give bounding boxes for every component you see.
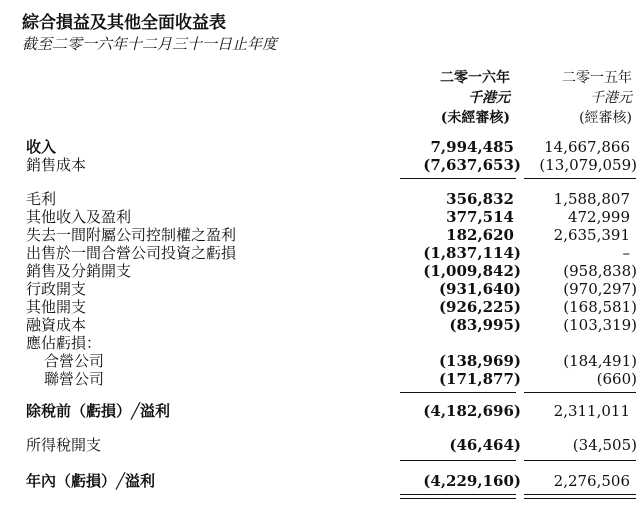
column-unit: 千港元 bbox=[590, 90, 632, 106]
subtotal-rule-2015 bbox=[524, 392, 636, 393]
value-2016: (926,225) bbox=[438, 298, 521, 316]
value-2015: 472,999 bbox=[567, 208, 630, 226]
row-label: 所得稅開支 bbox=[26, 436, 102, 454]
row-label: 毛利 bbox=[26, 190, 57, 208]
table-row-gross-profit bbox=[0, 190, 640, 209]
value-2015: 2,276,506 bbox=[553, 472, 630, 490]
table-row-selling-distribution bbox=[0, 262, 640, 281]
value-2016: (171,877) bbox=[438, 370, 521, 388]
value-2016: (4,229,160) bbox=[423, 472, 521, 490]
table-row-finance-costs bbox=[0, 316, 640, 335]
value-2016: (46,464) bbox=[449, 436, 521, 454]
column-header-2015 bbox=[516, 68, 632, 128]
table-row-other-expenses bbox=[0, 298, 640, 317]
table-row-other-income bbox=[0, 208, 640, 227]
value-2015: (184,491) bbox=[563, 352, 637, 370]
row-label: 融資成本 bbox=[26, 316, 87, 334]
subtotal-rule-2016 bbox=[400, 460, 516, 461]
row-label: 聯營公司 bbox=[44, 370, 105, 388]
column-audit-note: (經審核) bbox=[579, 110, 632, 126]
table-row-cost-of-sales bbox=[0, 156, 640, 175]
table-row-income-tax bbox=[0, 436, 640, 455]
row-label: 銷售成本 bbox=[26, 156, 87, 174]
total-double-rule-2016-top bbox=[400, 494, 516, 495]
value-2016: (138,969) bbox=[438, 352, 521, 370]
value-2016: (7,637,653) bbox=[423, 156, 521, 174]
subtotal-rule-2015 bbox=[524, 460, 636, 461]
column-unit: 千港元 bbox=[468, 90, 510, 106]
value-2015: (958,838) bbox=[563, 262, 637, 280]
total-double-rule-2016-bottom bbox=[400, 498, 516, 499]
value-2015: (660) bbox=[596, 370, 637, 388]
column-year: 二零一六年 bbox=[440, 70, 510, 86]
table-row-associates bbox=[0, 370, 640, 389]
value-2016: (1,009,842) bbox=[423, 262, 521, 280]
row-label: 年內（虧損）╱溢利 bbox=[26, 472, 156, 490]
value-2016: 182,620 bbox=[446, 226, 514, 244]
row-label: 收入 bbox=[26, 138, 57, 156]
value-2015: 14,667,866 bbox=[544, 138, 630, 156]
table-row-loss-on-disposal bbox=[0, 244, 640, 263]
value-2016: (4,182,696) bbox=[423, 402, 521, 420]
row-label: 其他收入及盈利 bbox=[26, 208, 132, 226]
value-2015: 2,635,391 bbox=[553, 226, 630, 244]
value-2015: 2,311,011 bbox=[553, 402, 630, 420]
value-2015: (34,505) bbox=[572, 436, 637, 454]
statement-title: 綜合損益及其他全面收益表 bbox=[22, 13, 226, 33]
value-2016: 377,514 bbox=[446, 208, 514, 226]
row-label: 出售於一間合營公司投資之虧損 bbox=[26, 244, 237, 262]
value-2015: (103,319) bbox=[563, 316, 637, 334]
row-label: 合營公司 bbox=[44, 352, 105, 370]
row-label: 行政開支 bbox=[26, 280, 87, 298]
table-row-joint-ventures bbox=[0, 352, 640, 371]
value-2015: 1,588,807 bbox=[553, 190, 630, 208]
total-double-rule-2015-top bbox=[524, 494, 636, 495]
value-2016: (83,995) bbox=[449, 316, 521, 334]
total-double-rule-2015-bottom bbox=[524, 498, 636, 499]
value-2015: (13,079,059) bbox=[539, 156, 637, 174]
value-2016: 7,994,485 bbox=[430, 138, 514, 156]
value-2016: (1,837,114) bbox=[423, 244, 521, 262]
table-row-profit-before-tax bbox=[0, 402, 640, 421]
value-2015: (970,297) bbox=[563, 280, 637, 298]
row-label: 其他開支 bbox=[26, 298, 87, 316]
column-header-2016 bbox=[394, 68, 510, 128]
table-row-gain-loss-of-control bbox=[0, 226, 640, 245]
row-label: 除稅前（虧損）╱溢利 bbox=[26, 402, 171, 420]
subtotal-rule-2016 bbox=[400, 392, 516, 393]
table-row-revenue bbox=[0, 138, 640, 157]
statement-period: 截至二零一六年十二月三十一日止年度 bbox=[22, 35, 278, 53]
table-row-profit-for-year bbox=[0, 472, 640, 491]
row-label: 應佔虧損： bbox=[26, 334, 102, 352]
subtotal-rule-2015 bbox=[524, 178, 636, 179]
value-2016: 356,832 bbox=[446, 190, 514, 208]
value-2015: – bbox=[622, 244, 630, 262]
value-2016: (931,640) bbox=[438, 280, 521, 298]
table-row-share-of-losses bbox=[0, 334, 640, 353]
value-2015: (168,581) bbox=[563, 298, 637, 316]
column-audit-note: (未經審核) bbox=[440, 110, 510, 126]
column-year: 二零一五年 bbox=[562, 70, 632, 86]
row-label: 失去一間附屬公司控制權之盈利 bbox=[26, 226, 237, 244]
table-row-administrative bbox=[0, 280, 640, 299]
row-label: 銷售及分銷開支 bbox=[26, 262, 132, 280]
subtotal-rule-2016 bbox=[400, 178, 516, 179]
